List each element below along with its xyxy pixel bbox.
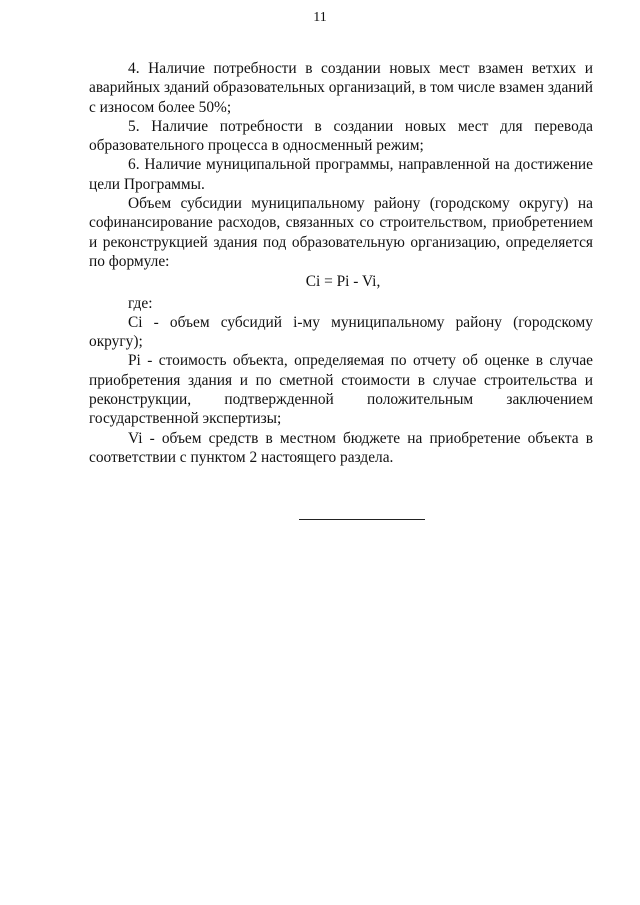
document-body (89, 59, 593, 467)
definition-pi-continuation: государственной экспертизы; (89, 410, 282, 428)
definition-vi: Vi - объем средств в местном бюджете на приобретение объекта в соответствии с пунктом 2 настоящего раздела. (89, 429, 593, 466)
paragraph-item-5: 5. Наличие потребности в создании новых мест для перевода образовательного процесса в односменный режим; (89, 117, 593, 155)
paragraph-item-6: 6. Наличие муниципальной программы, направленной на достижение цели Программы. (89, 156, 593, 193)
paragraph-item-4: 4. Наличие потребности в создании новых мест взамен ветхих и аварийных зданий образовательных организаций, в том числе взамен зданий с износом более 50%; (89, 60, 593, 116)
end-of-document-line (299, 519, 425, 520)
paragraph-where: где: (128, 294, 153, 312)
page-number: 11 (313, 10, 327, 25)
definition-ci: Ci - объем субсидий i-му муниципальному району (городскому округу); (89, 313, 593, 351)
subsidy-formula: Ci = Pi - Vi, (305, 273, 381, 291)
paragraph-subsidy-intro: Объем субсидии муниципальному району (городскому округу) на софинансирование расходов, связанных со строительством, приобретением и реконструкцией здания под образовательную организацию, определяется по формуле: (89, 195, 593, 270)
definition-pi: Pi - стоимость объекта, определяемая по отчету об оценке в случае приобретения здания и по сметной стоимости в случае строительства и реконструкции, подтвержденной положительным заключением (89, 352, 593, 409)
